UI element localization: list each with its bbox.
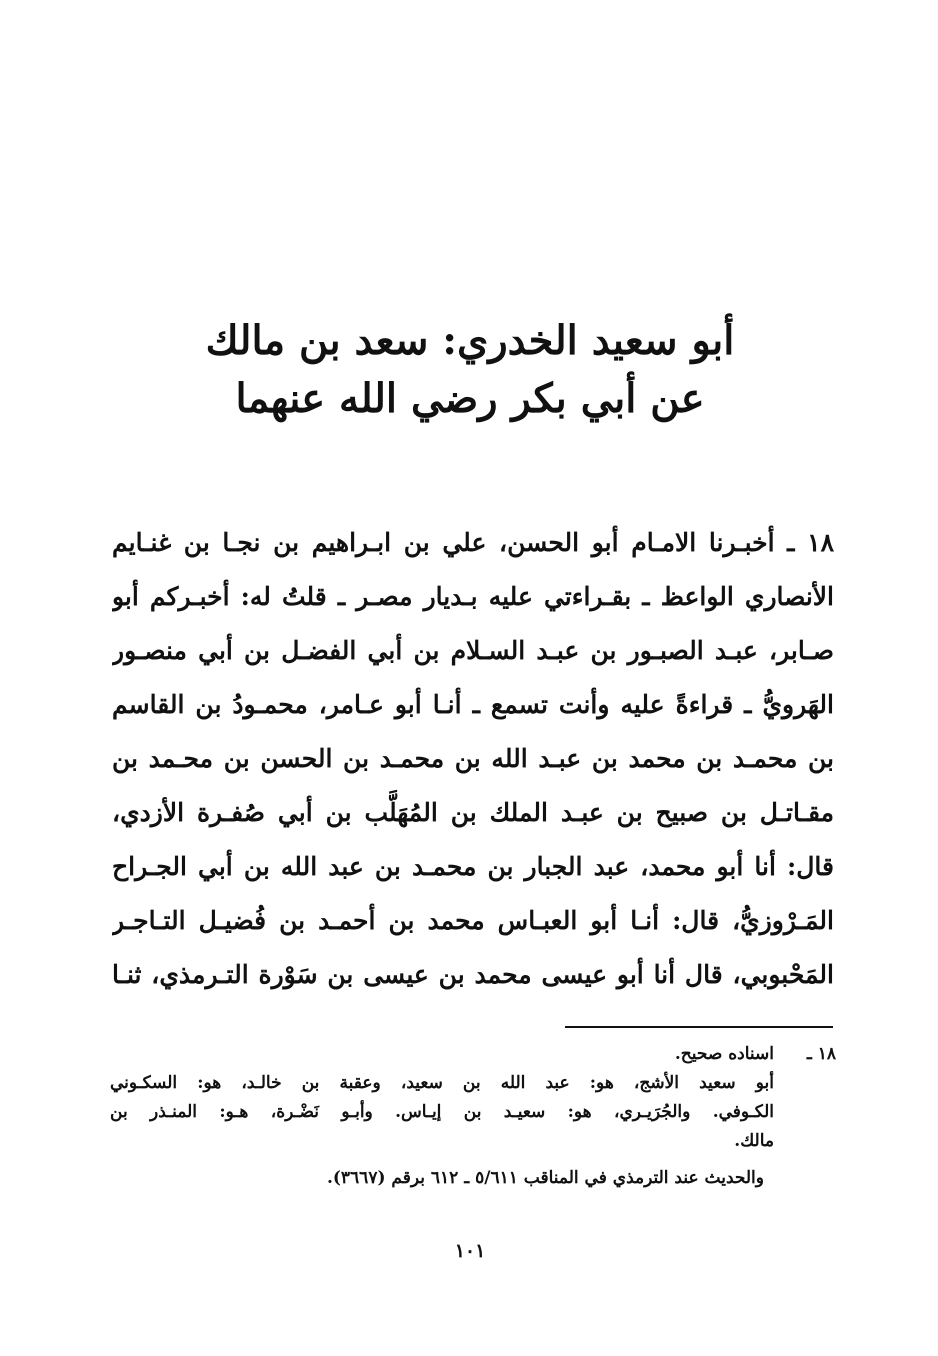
footnote-first-line: [110, 1040, 836, 1069]
body-line: بن محمـد بن محمد بن عبـد الله بن محمـد بن الحسن بن محـمد بن: [112, 744, 834, 773]
footnote-text: اسناده صحيح.: [674, 1044, 774, 1064]
body-line: الهَرويُّ ـ قراءةً عليه وأنت تسمع ـ أنـا أبو عـامر، محمـودُ بن القاسم: [112, 690, 834, 719]
body-line: ١٨ ـ أخبـرنا الامـام أبو الحسن، علي بن ابـراهيم بن نجـا بن غنـايم: [112, 528, 834, 557]
heading-line-2: عن أبي بكر رضي الله عنهما: [235, 375, 705, 422]
page-number: ١٠١: [454, 1240, 486, 1262]
footnote-line: أبو سعيد الأشج، هو: عبد الله بن سعيد، وعقبة بن خالـد، هو: السكـوني: [110, 1073, 774, 1093]
footnote-divider: [565, 1026, 833, 1028]
body-line: الأنصاري الواعظ ـ بقـراءتي عليه بـديار مصـر ـ قلتُ له: أخبـركم أبو: [112, 582, 834, 611]
footnote-reference: والحديث عند الترمذي في المناقب ٥/٦١١ ـ ٦١٢ برقم (٣٦٦٧).: [326, 1168, 764, 1188]
footnote-line: مالك.: [734, 1131, 774, 1151]
heading-line-1: أبو سعيد الخدري: سعد بن مالك: [205, 317, 735, 364]
footnote-number: ١٨ ـ: [806, 1044, 836, 1064]
hadith-text: [112, 516, 834, 1002]
footnote-line: الكـوفي. والجُرَيـري، هو: سعيـد بن إيـاس. وأبـو نَضْـرة، هـو: المنـذر بن: [110, 1102, 774, 1122]
body-line: صـابر، عبـد الصبـور بن عبـد السـلام بن أبي الفضـل بن أبي منصـور: [112, 636, 834, 665]
body-line: المَحْبوبي، قال أنا أبو عيسى محمد بن عيسى بن سَوْرة التـرمذي، ثنـا: [112, 960, 834, 989]
body-line: قال: أنا أبو محمد، عبد الجبار بن محمـد بن عبد الله بن أبي الجـراح: [112, 852, 834, 881]
body-line: مقـاتـل بن صبيح بن عبـد الملك بن المُهَلَّب بن أبي صُفـرة الأزدي،: [112, 798, 834, 827]
body-line: المَـرْوزيُّ، قال: أنـا أبو العبـاس محمد بن أحمـد بن فُضيـل التـاجـر: [112, 906, 834, 935]
chapter-heading: [120, 312, 820, 428]
footnotes: [110, 1040, 836, 1193]
